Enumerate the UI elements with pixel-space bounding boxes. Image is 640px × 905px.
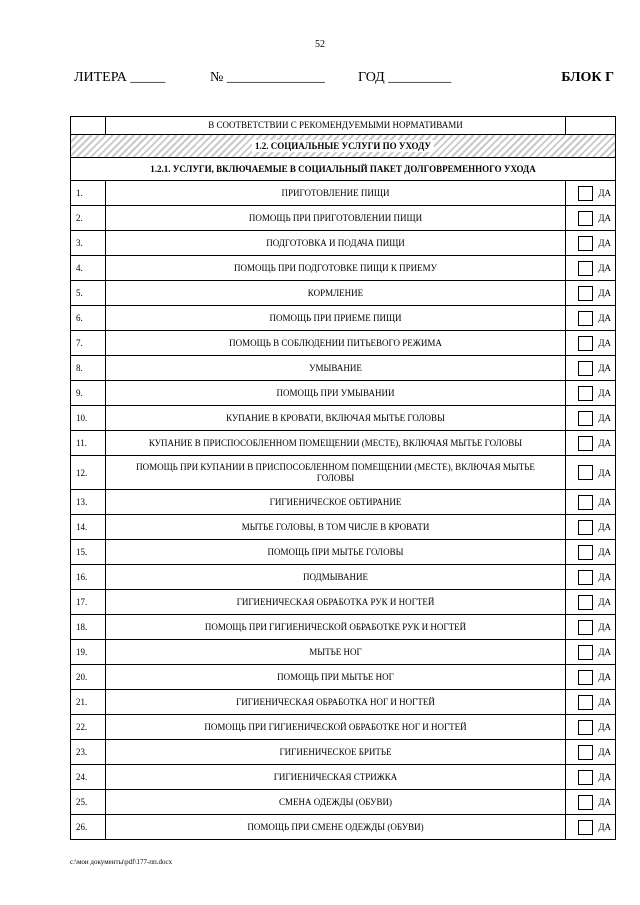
- table-row: [71, 231, 616, 256]
- service-label: ПОМОЩЬ ПРИ КУПАНИИ В ПРИСПОСОБЛЕННОМ ПОМЕЩЕНИИ (МЕСТЕ), ВКЛЮЧАЯ МЫТЬЕ ГОЛОВЫ: [106, 456, 566, 490]
- item-number: 21.: [71, 690, 106, 715]
- yes-cell: [566, 615, 616, 640]
- yes-cell: [566, 590, 616, 615]
- yes-checkbox[interactable]: [578, 336, 593, 351]
- yes-cell: [566, 690, 616, 715]
- yes-cell: [566, 281, 616, 306]
- yes-checkbox[interactable]: [578, 436, 593, 451]
- item-number: 5.: [71, 281, 106, 306]
- yes-checkbox[interactable]: [578, 236, 593, 251]
- yes-checkbox[interactable]: [578, 595, 593, 610]
- service-label: ПОМОЩЬ ПРИ ГИГИЕНИЧЕСКОЙ ОБРАБОТКЕ НОГ И НОГТЕЙ: [106, 715, 566, 740]
- table-row: [71, 331, 616, 356]
- service-label: ПОМОЩЬ ПРИ ПРИГОТОВЛЕНИИ ПИЩИ: [106, 206, 566, 231]
- services-table: [70, 116, 616, 840]
- yes-cell: [566, 540, 616, 565]
- yes-label: ДА: [598, 572, 611, 582]
- item-number: 7.: [71, 331, 106, 356]
- item-number: 3.: [71, 231, 106, 256]
- service-label: КУПАНИЕ В ПРИСПОСОБЛЕННОМ ПОМЕЩЕНИИ (МЕСТЕ), ВКЛЮЧАЯ МЫТЬЕ ГОЛОВЫ: [106, 431, 566, 456]
- table-row: [71, 590, 616, 615]
- yes-label: ДА: [598, 547, 611, 557]
- item-number: 4.: [71, 256, 106, 281]
- subsection-header-row: [71, 158, 616, 181]
- yes-cell: [566, 765, 616, 790]
- yes-label: ДА: [598, 388, 611, 398]
- yes-checkbox[interactable]: [578, 645, 593, 660]
- yes-checkbox[interactable]: [578, 186, 593, 201]
- item-number: 15.: [71, 540, 106, 565]
- item-number: 17.: [71, 590, 106, 615]
- service-label: ПОМОЩЬ ПРИ МЫТЬЕ ГОЛОВЫ: [106, 540, 566, 565]
- service-label: СМЕНА ОДЕЖДЫ (ОБУВИ): [106, 790, 566, 815]
- service-label: ГИГИЕНИЧЕСКОЕ ОБТИРАНИЕ: [106, 490, 566, 515]
- yes-cell: [566, 231, 616, 256]
- yes-label: ДА: [598, 672, 611, 682]
- table-row: [71, 540, 616, 565]
- yes-label: ДА: [598, 747, 611, 757]
- yes-label: ДА: [598, 188, 611, 198]
- yes-label: ДА: [598, 647, 611, 657]
- yes-label: ДА: [598, 822, 611, 832]
- yes-checkbox[interactable]: [578, 620, 593, 635]
- yes-label: ДА: [598, 597, 611, 607]
- litera-field: ЛИТЕРА _____: [74, 70, 166, 85]
- table-row: [71, 665, 616, 690]
- table-row: [71, 765, 616, 790]
- yes-checkbox[interactable]: [578, 386, 593, 401]
- service-label: ПОМОЩЬ ПРИ СМЕНЕ ОДЕЖДЫ (ОБУВИ): [106, 815, 566, 840]
- yes-label: ДА: [598, 363, 611, 373]
- yes-checkbox[interactable]: [578, 495, 593, 510]
- service-label: ПРИГОТОВЛЕНИЕ ПИЩИ: [106, 181, 566, 206]
- yes-cell: [566, 665, 616, 690]
- yes-cell: [566, 565, 616, 590]
- table-row: [71, 206, 616, 231]
- service-label: МЫТЬЕ НОГ: [106, 640, 566, 665]
- service-label: МЫТЬЕ ГОЛОВЫ, В ТОМ ЧИСЛЕ В КРОВАТИ: [106, 515, 566, 540]
- year-field: ГОД _________: [358, 70, 452, 85]
- item-number: 13.: [71, 490, 106, 515]
- yes-cell: [566, 306, 616, 331]
- yes-cell: [566, 815, 616, 840]
- yes-cell: [566, 490, 616, 515]
- document-header: [70, 70, 616, 88]
- yes-cell: [566, 256, 616, 281]
- table-row: [71, 815, 616, 840]
- service-label: ПОМОЩЬ В СОБЛЮДЕНИИ ПИТЬЕВОГО РЕЖИМА: [106, 331, 566, 356]
- service-label: ПОМОЩЬ ПРИ УМЫВАНИИ: [106, 381, 566, 406]
- item-number: 9.: [71, 381, 106, 406]
- item-number: 8.: [71, 356, 106, 381]
- table-row: [71, 515, 616, 540]
- service-label: ПОМОЩЬ ПРИ ПОДГОТОВКЕ ПИЩИ К ПРИЕМУ: [106, 256, 566, 281]
- yes-checkbox[interactable]: [578, 411, 593, 426]
- yes-cell: [566, 331, 616, 356]
- yes-label: ДА: [598, 697, 611, 707]
- yes-cell: [566, 790, 616, 815]
- service-label: УМЫВАНИЕ: [106, 356, 566, 381]
- table-row: [71, 490, 616, 515]
- yes-label: ДА: [598, 338, 611, 348]
- section-title: 1.2. СОЦИАЛЬНЫЕ УСЛУГИ ПО УХОДУ: [252, 140, 434, 152]
- file-path-footer: c:\мои документы\pdf\177-пп.docx: [70, 858, 173, 866]
- item-number: 10.: [71, 406, 106, 431]
- table-row: [71, 406, 616, 431]
- item-number: 25.: [71, 790, 106, 815]
- table-row: [71, 181, 616, 206]
- item-number: 11.: [71, 431, 106, 456]
- yes-label: ДА: [598, 772, 611, 782]
- yes-label: ДА: [598, 238, 611, 248]
- yes-label: ДА: [598, 467, 611, 478]
- table-row: [71, 640, 616, 665]
- service-label: ПОМОЩЬ ПРИ МЫТЬЕ НОГ: [106, 665, 566, 690]
- item-number: 24.: [71, 765, 106, 790]
- yes-label: ДА: [598, 522, 611, 532]
- yes-cell: [566, 640, 616, 665]
- section-header-row: [71, 135, 616, 158]
- yes-label: ДА: [598, 213, 611, 223]
- yes-cell: [566, 431, 616, 456]
- service-label: КУПАНИЕ В КРОВАТИ, ВКЛЮЧАЯ МЫТЬЕ ГОЛОВЫ: [106, 406, 566, 431]
- yes-checkbox[interactable]: [578, 545, 593, 560]
- norms-label: В СООТВЕТСТВИИ С РЕКОМЕНДУЕМЫМИ НОРМАТИВАМИ: [106, 117, 566, 135]
- item-number: 1.: [71, 181, 106, 206]
- yes-checkbox[interactable]: [578, 311, 593, 326]
- yes-cell: [566, 715, 616, 740]
- item-number: 16.: [71, 565, 106, 590]
- yes-cell: [566, 456, 616, 490]
- yes-checkbox[interactable]: [578, 720, 593, 735]
- yes-label: ДА: [598, 722, 611, 732]
- item-number: 23.: [71, 740, 106, 765]
- yes-checkbox[interactable]: [578, 261, 593, 276]
- yes-cell: [566, 740, 616, 765]
- service-label: КОРМЛЕНИЕ: [106, 281, 566, 306]
- item-number: 22.: [71, 715, 106, 740]
- page-number: 52: [315, 39, 325, 50]
- yes-cell: [566, 406, 616, 431]
- service-label: ГИГИЕНИЧЕСКАЯ ОБРАБОТКА РУК И НОГТЕЙ: [106, 590, 566, 615]
- yes-checkbox[interactable]: [578, 465, 593, 480]
- table-row: [71, 615, 616, 640]
- table-row: [71, 790, 616, 815]
- table-row: [71, 281, 616, 306]
- table-row: [71, 356, 616, 381]
- yes-label: ДА: [598, 288, 611, 298]
- table-row: [71, 306, 616, 331]
- table-row: [71, 431, 616, 456]
- table-row: [71, 565, 616, 590]
- table-row: [71, 456, 616, 490]
- yes-checkbox[interactable]: [578, 770, 593, 785]
- yes-cell: [566, 381, 616, 406]
- yes-checkbox[interactable]: [578, 361, 593, 376]
- yes-checkbox[interactable]: [578, 520, 593, 535]
- service-label: ПОДГОТОВКА И ПОДАЧА ПИЩИ: [106, 231, 566, 256]
- table-row: [71, 740, 616, 765]
- yes-label: ДА: [598, 797, 611, 807]
- block-label: БЛОК Г: [561, 70, 614, 85]
- item-number: 19.: [71, 640, 106, 665]
- item-number: 6.: [71, 306, 106, 331]
- yes-cell: [566, 515, 616, 540]
- yes-checkbox[interactable]: [578, 795, 593, 810]
- yes-cell: [566, 206, 616, 231]
- yes-checkbox[interactable]: [578, 570, 593, 585]
- yes-checkbox[interactable]: [578, 745, 593, 760]
- yes-cell: [566, 181, 616, 206]
- item-number: 14.: [71, 515, 106, 540]
- item-number: 12.: [71, 456, 106, 490]
- yes-label: ДА: [598, 497, 611, 507]
- service-label: ПОДМЫВАНИЕ: [106, 565, 566, 590]
- norms-row: [71, 117, 616, 135]
- yes-checkbox[interactable]: [578, 211, 593, 226]
- yes-label: ДА: [598, 313, 611, 323]
- yes-checkbox[interactable]: [578, 695, 593, 710]
- table-row: [71, 381, 616, 406]
- yes-label: ДА: [598, 263, 611, 273]
- yes-cell: [566, 356, 616, 381]
- yes-label: ДА: [598, 622, 611, 632]
- item-number: 20.: [71, 665, 106, 690]
- yes-checkbox[interactable]: [578, 286, 593, 301]
- table-row: [71, 256, 616, 281]
- service-label: ГИГИЕНИЧЕСКАЯ ОБРАБОТКА НОГ И НОГТЕЙ: [106, 690, 566, 715]
- service-label: ПОМОЩЬ ПРИ ПРИЕМЕ ПИЩИ: [106, 306, 566, 331]
- table-row: [71, 715, 616, 740]
- item-number: 26.: [71, 815, 106, 840]
- yes-checkbox[interactable]: [578, 820, 593, 835]
- item-number: 18.: [71, 615, 106, 640]
- service-label: ГИГИЕНИЧЕСКАЯ СТРИЖКА: [106, 765, 566, 790]
- yes-checkbox[interactable]: [578, 670, 593, 685]
- table-row: [71, 690, 616, 715]
- number-field: № ______________: [210, 70, 325, 85]
- service-label: ПОМОЩЬ ПРИ ГИГИЕНИЧЕСКОЙ ОБРАБОТКЕ РУК И НОГТЕЙ: [106, 615, 566, 640]
- item-number: 2.: [71, 206, 106, 231]
- yes-label: ДА: [598, 413, 611, 423]
- subsection-title: 1.2.1. УСЛУГИ, ВКЛЮЧАЕМЫЕ В СОЦИАЛЬНЫЙ ПАКЕТ ДОЛГОВРЕМЕННОГО УХОДА: [71, 158, 616, 181]
- service-label: ГИГИЕНИЧЕСКОЕ БРИТЬЕ: [106, 740, 566, 765]
- yes-label: ДА: [598, 438, 611, 448]
